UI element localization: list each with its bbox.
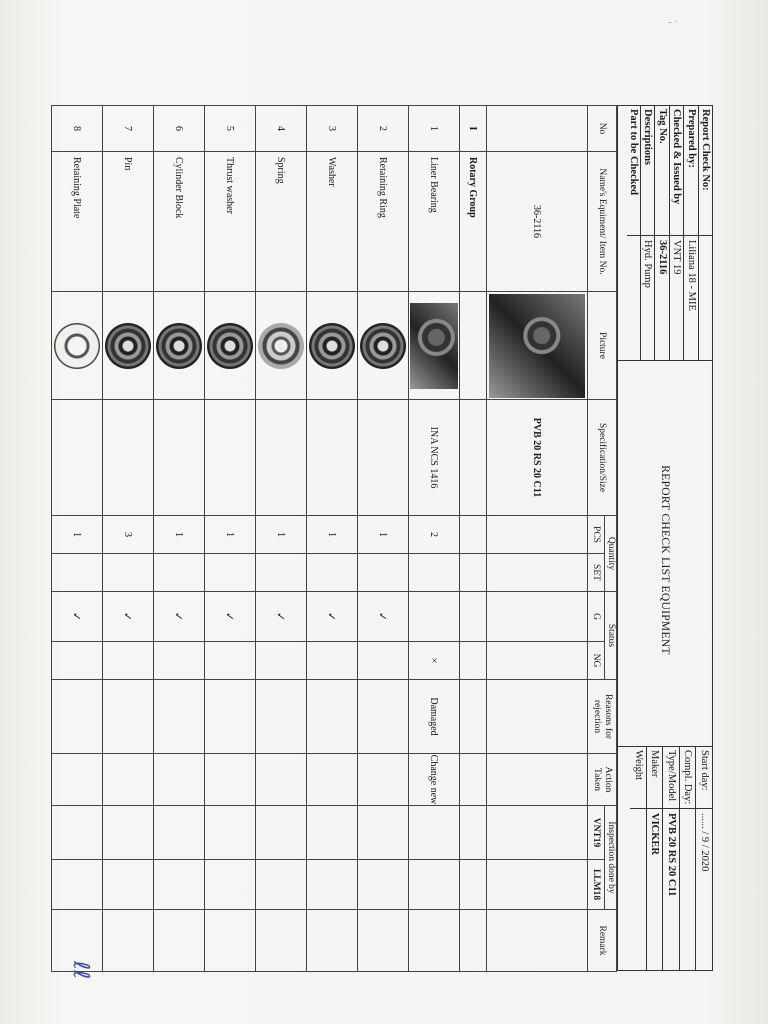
item-pcs: 1 — [154, 516, 205, 554]
item-action — [307, 754, 358, 806]
col-ng: NG — [588, 642, 605, 680]
item-reason — [256, 680, 307, 754]
item-remark — [205, 910, 256, 972]
item-status-ng — [256, 642, 307, 680]
item-action — [205, 754, 256, 806]
item-name: Thrust washer — [205, 152, 256, 292]
part-photo — [309, 323, 355, 369]
item-status-g: ✓ — [52, 592, 103, 642]
pump-photo — [489, 294, 585, 398]
item-pcs: 1 — [205, 516, 256, 554]
item-remark — [154, 910, 205, 972]
col-insp-vnt19: VNT19 — [588, 806, 605, 860]
item-insp-vnt19 — [256, 806, 307, 860]
item-insp-llm18 — [358, 860, 409, 910]
item-action — [52, 754, 103, 806]
col-set: SET — [588, 554, 605, 592]
item-set — [103, 554, 154, 592]
value-checked-by: VNT 19 — [671, 240, 683, 275]
item-action — [256, 754, 307, 806]
item-status-ng — [307, 642, 358, 680]
col-no: No — [588, 106, 617, 152]
header-row-compl-day — [679, 747, 696, 971]
item-name: Retaining Plate — [52, 152, 103, 292]
item-insp-vnt19 — [52, 806, 103, 860]
item-status-g: ✓ — [205, 592, 256, 642]
item-insp-vnt19 — [358, 806, 409, 860]
item-set — [358, 554, 409, 592]
col-reasons: Reasons for rejection — [588, 680, 617, 754]
header-row-part-to-be-checked — [627, 106, 640, 360]
item-spec: INA NCS 1416 — [409, 400, 460, 516]
item-insp-llm18 — [103, 860, 154, 910]
handwritten-signature: ℓℓ — [68, 961, 93, 980]
value-descriptions: Hyd. Pump — [642, 240, 654, 288]
value-prepared-by: Liliana 18 - MIE — [685, 240, 697, 311]
part-photo — [156, 323, 202, 369]
label-descriptions: Descriptions — [641, 106, 654, 236]
item-reason — [154, 680, 205, 754]
item-no: 2 — [358, 106, 409, 152]
item-remark — [358, 910, 409, 972]
item-name: Liner Bearing — [409, 152, 460, 292]
item-status-ng — [154, 642, 205, 680]
item-name: Pin — [103, 152, 154, 292]
item-status-ng — [205, 642, 256, 680]
value-weight — [630, 809, 646, 813]
part-photo — [360, 323, 406, 369]
item-insp-vnt19 — [205, 806, 256, 860]
table-row — [409, 106, 460, 972]
item-picture — [205, 292, 256, 400]
item-name: Washer — [307, 152, 358, 292]
item-picture — [103, 292, 154, 400]
item-insp-llm18 — [205, 860, 256, 910]
label-part-to-be-checked: Part to be Checked — [627, 106, 640, 236]
value-maker: VICKER — [649, 813, 661, 856]
table-row — [103, 106, 154, 972]
item-status-g: ✓ — [358, 592, 409, 642]
item-insp-vnt19 — [409, 806, 460, 860]
item-spec — [307, 400, 358, 516]
item-set — [205, 554, 256, 592]
item-reason — [103, 680, 154, 754]
item-status-ng — [103, 642, 154, 680]
item-picture — [409, 292, 460, 400]
header-row-tag-no — [654, 106, 668, 360]
header-right-info — [618, 746, 712, 971]
equipment-row — [487, 106, 588, 972]
item-no: 1 — [409, 106, 460, 152]
item-status-ng — [358, 642, 409, 680]
item-set — [154, 554, 205, 592]
item-no: 6 — [154, 106, 205, 152]
group-no: I — [460, 106, 487, 152]
item-set — [256, 554, 307, 592]
header-row-report-check-no — [698, 106, 712, 360]
value-part-to-be-checked — [627, 236, 640, 240]
table-row — [205, 106, 256, 972]
col-insp-llm18: LLM18 — [588, 860, 605, 910]
part-photo — [105, 323, 151, 369]
value-type-model: PVB 20 RS 20 C11 — [665, 813, 677, 897]
value-tag-no: 36-2116 — [656, 240, 668, 275]
report-header — [617, 105, 713, 971]
label-start-day: Start day: — [696, 747, 712, 809]
table-header-row — [605, 106, 617, 972]
equipment-name: 36-2116 — [487, 152, 588, 292]
header-left-info — [618, 106, 712, 361]
item-reason — [307, 680, 358, 754]
item-reason — [52, 680, 103, 754]
item-insp-llm18 — [307, 860, 358, 910]
item-picture — [154, 292, 205, 400]
item-picture — [307, 292, 358, 400]
item-status-g: ✓ — [154, 592, 205, 642]
item-insp-llm18 — [52, 860, 103, 910]
group-row — [460, 106, 487, 972]
item-action — [103, 754, 154, 806]
part-photo — [258, 323, 304, 369]
item-name: Cylinder Block — [154, 152, 205, 292]
item-insp-vnt19 — [103, 806, 154, 860]
col-pcs: PCS — [588, 516, 605, 554]
header-row-type-model — [662, 747, 679, 971]
item-insp-llm18 — [256, 860, 307, 910]
item-remark — [103, 910, 154, 972]
col-remark: Remark — [588, 910, 617, 972]
plate-photo — [54, 323, 100, 369]
label-maker: Maker — [647, 747, 663, 809]
item-insp-llm18 — [409, 860, 460, 910]
label-type-model: Type/Model — [663, 747, 679, 809]
col-spec: Specification/Size — [588, 400, 617, 516]
table-row — [307, 106, 358, 972]
item-spec — [256, 400, 307, 516]
item-pcs: 3 — [103, 516, 154, 554]
header-row-descriptions — [640, 106, 654, 360]
item-reason — [358, 680, 409, 754]
item-remark — [256, 910, 307, 972]
item-spec — [52, 400, 103, 516]
item-action: Change new — [409, 754, 460, 806]
col-inspection: Inspection done by — [605, 806, 617, 910]
report-document — [71, 105, 713, 971]
item-picture — [52, 292, 103, 400]
item-status-g: ✓ — [307, 592, 358, 642]
item-status-g — [409, 592, 460, 642]
item-no: 5 — [205, 106, 256, 152]
item-no: 4 — [256, 106, 307, 152]
item-status-ng: × — [409, 642, 460, 680]
equipment-picture — [487, 292, 588, 400]
table-row — [154, 106, 205, 972]
label-checked-by: Checked & Issued by — [670, 106, 683, 236]
item-spec — [103, 400, 154, 516]
label-report-check-no: Report Check No: — [699, 106, 712, 236]
item-pcs: 1 — [52, 516, 103, 554]
value-compl-day — [680, 809, 696, 813]
label-prepared-by: Prepared by: — [684, 106, 697, 236]
label-weight: Weight — [630, 747, 646, 809]
item-insp-llm18 — [154, 860, 205, 910]
label-compl-day: Compl. Day: — [680, 747, 696, 809]
item-remark — [409, 910, 460, 972]
col-g: G — [588, 592, 605, 642]
item-spec — [154, 400, 205, 516]
group-name: Rotary Group — [460, 152, 487, 292]
checklist-table — [51, 105, 617, 972]
item-spec — [205, 400, 256, 516]
col-picture: Picture — [588, 292, 617, 400]
item-action — [358, 754, 409, 806]
item-no: 7 — [103, 106, 154, 152]
header-row-weight — [630, 747, 646, 971]
item-status-g: ✓ — [256, 592, 307, 642]
item-set — [52, 554, 103, 592]
bearing-photo — [410, 303, 458, 389]
item-pcs: 1 — [307, 516, 358, 554]
item-set — [307, 554, 358, 592]
col-quantity: Quantity — [605, 516, 617, 592]
equipment-spec: PVB 20 RS 20 C11 — [487, 400, 588, 516]
table-row — [52, 106, 103, 972]
item-pcs: 1 — [256, 516, 307, 554]
header-row-checked-by — [669, 106, 683, 360]
table-row — [358, 106, 409, 972]
item-status-g: ✓ — [103, 592, 154, 642]
scan-mark: - · — [668, 16, 679, 28]
col-status: Status — [605, 592, 617, 680]
value-start-day: ...... / 9 / 2020 — [699, 813, 710, 872]
item-insp-vnt19 — [154, 806, 205, 860]
table-row — [256, 106, 307, 972]
part-photo — [207, 323, 253, 369]
item-action — [154, 754, 205, 806]
item-reason: Damaged — [409, 680, 460, 754]
header-row-start-day — [695, 747, 712, 971]
item-name: Retaining Ring — [358, 152, 409, 292]
item-pcs: 1 — [358, 516, 409, 554]
label-tag-no: Tag No. — [655, 106, 668, 236]
value-report-check-no — [699, 236, 712, 240]
header-row-maker — [646, 747, 663, 971]
item-insp-vnt19 — [307, 806, 358, 860]
item-picture — [256, 292, 307, 400]
item-status-ng — [52, 642, 103, 680]
item-picture — [358, 292, 409, 400]
col-action: Action Taken — [588, 754, 617, 806]
report-title: REPORT CHECK LIST EQUIPMENT — [659, 465, 671, 655]
item-pcs: 2 — [409, 516, 460, 554]
header-row-prepared-by — [683, 106, 697, 360]
item-remark — [307, 910, 358, 972]
item-no: 8 — [52, 106, 103, 152]
col-name: Name's Equiment/ Item No. — [588, 152, 617, 292]
item-reason — [205, 680, 256, 754]
item-set — [409, 554, 460, 592]
item-spec — [358, 400, 409, 516]
item-no: 3 — [307, 106, 358, 152]
item-name: Spring — [256, 152, 307, 292]
